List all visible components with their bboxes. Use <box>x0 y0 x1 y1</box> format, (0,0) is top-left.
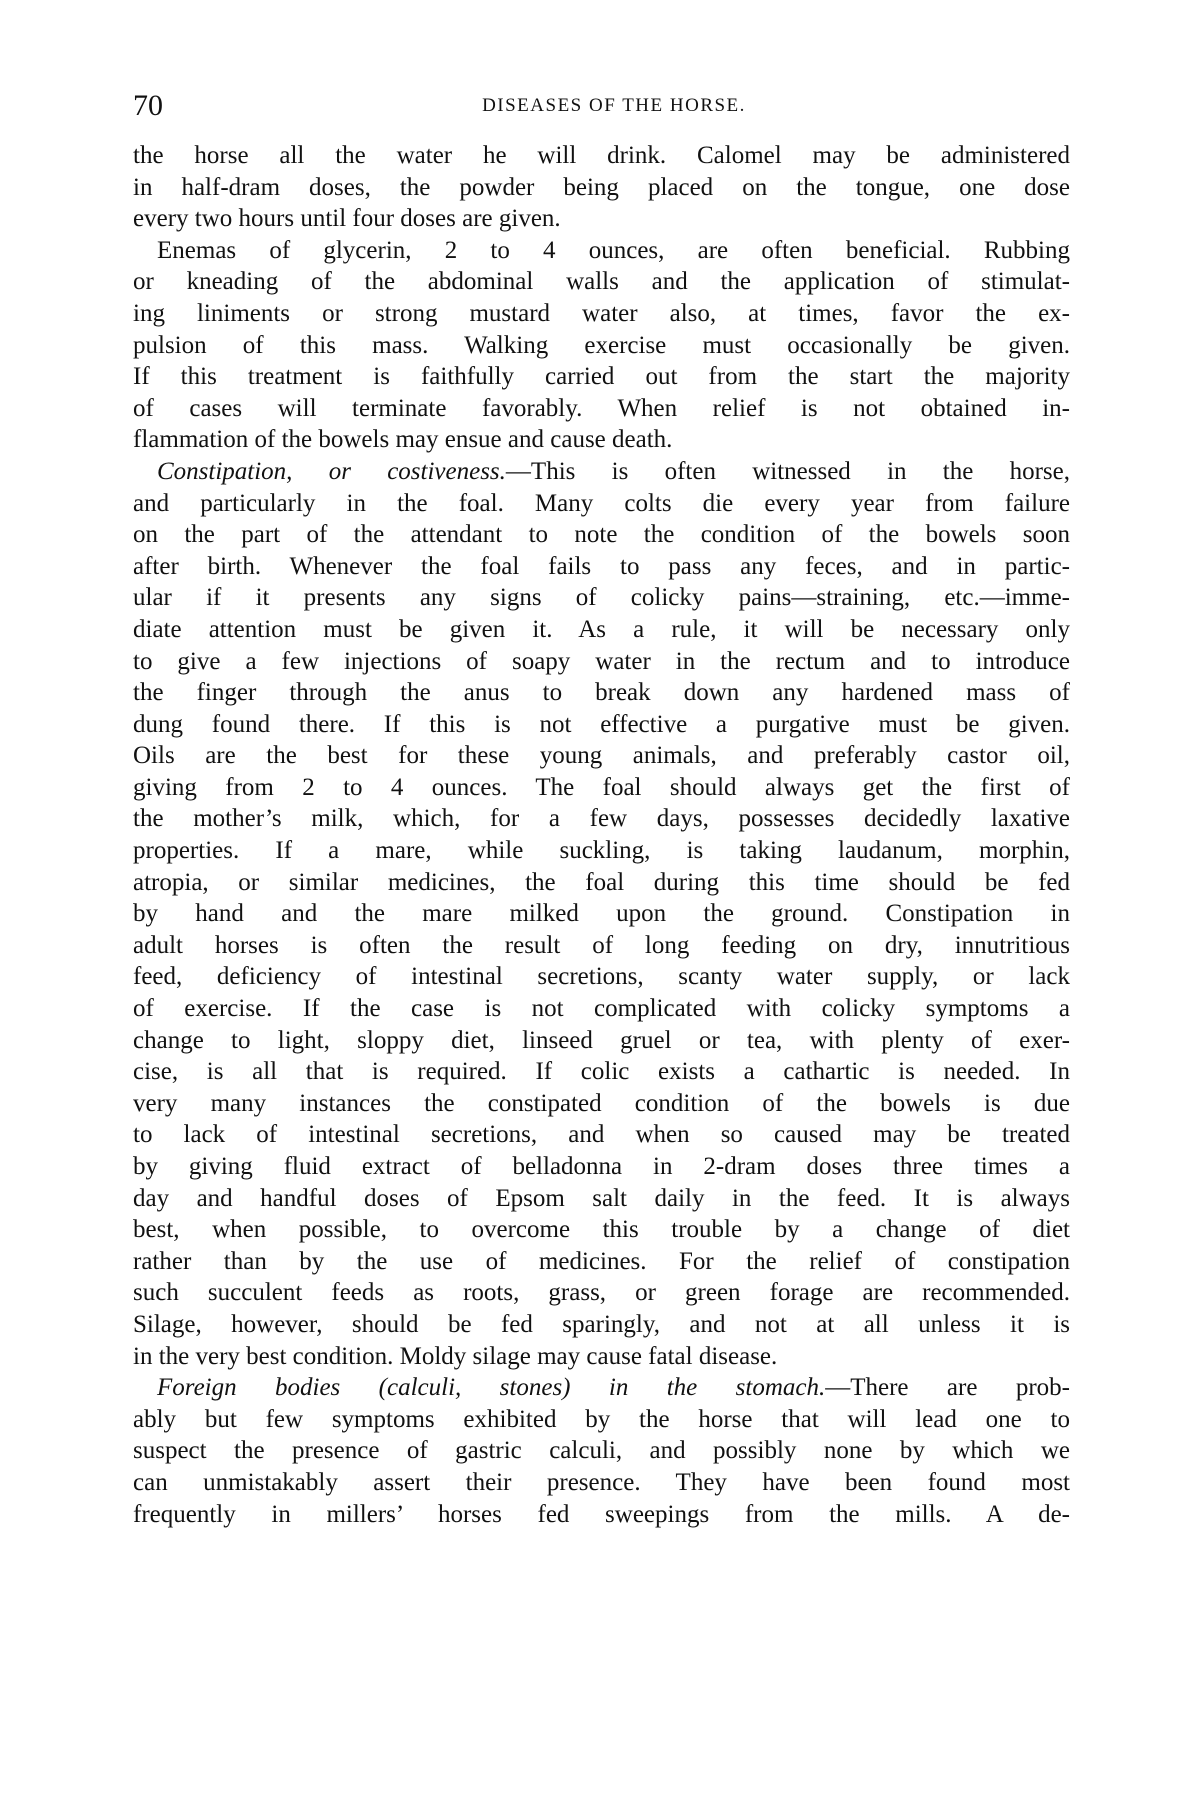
page-number: 70 <box>133 89 163 122</box>
text-line: Oils are the best for these young animals, and preferably castor oil, <box>133 742 1070 770</box>
paragraph-continuation <box>133 140 1070 235</box>
paragraph-foreign-bodies <box>133 1372 1070 1530</box>
text-line: Constipation, or costiveness.—This is often witnessed in the horse, <box>157 457 1070 485</box>
text-line: on the part of the attendant to note the condition of the bowels soon <box>133 521 1070 549</box>
text-line: Silage, however, should be fed sparingly, and not at all unless it is <box>133 1310 1070 1338</box>
text-line: ably but few symptoms exhibited by the horse that will lead one to <box>133 1405 1070 1433</box>
text-line: diate attention must be given it. As a rule, it will be necessary only <box>133 615 1070 643</box>
text-line: frequently in millers’ horses fed sweepings from the mills. A de- <box>133 1500 1070 1528</box>
text-line: such succulent feeds as roots, grass, or green forage are recommended. <box>133 1279 1070 1307</box>
text-line: flammation of the bowels may ensue and cause death. <box>133 426 673 454</box>
text-line: rather than by the use of medicines. For the relief of constipation <box>133 1247 1070 1275</box>
text-line: every two hours until four doses are given. <box>133 205 561 233</box>
text-line: giving from 2 to 4 ounces. The foal should always get the first of <box>133 773 1070 801</box>
paragraph-enemas <box>133 235 1070 456</box>
text-line: If this treatment is faithfully carried out from the start the majority <box>133 363 1070 391</box>
text-line: the mother’s milk, which, for a few days, possesses decidedly laxative <box>133 805 1070 833</box>
paragraph-constipation <box>133 456 1070 1372</box>
text-line: to give a few injections of soapy water in the rectum and to introduce <box>133 647 1070 675</box>
text-line: suspect the presence of gastric calculi, and possibly none by which we <box>133 1437 1070 1465</box>
text-line: the finger through the anus to break down any hardened mass of <box>133 679 1070 707</box>
body-text <box>133 140 1070 1530</box>
section-heading-foreign-bodies: Foreign bodies (calculi, stones) in the stomach. <box>157 1374 826 1402</box>
text-line: day and handful doses of Epsom salt daily in the feed. It is always <box>133 1184 1070 1212</box>
running-head: DISEASES OF THE HORSE. <box>482 95 746 116</box>
text-line: pulsion of this mass. Walking exercise must occasionally be given. <box>133 331 1070 359</box>
text-line: Foreign bodies (calculi, stones) in the stomach.—There are prob- <box>157 1374 1070 1402</box>
text-line: or kneading of the abdominal walls and the application of stimulat- <box>133 268 1070 296</box>
text-line: atropia, or similar medicines, the foal during this time should be fed <box>133 868 1070 896</box>
text-line: to lack of intestinal secretions, and when so caused may be treated <box>133 1121 1070 1149</box>
text-line: and particularly in the foal. Many colts die every year from failure <box>133 489 1070 517</box>
text-line: properties. If a mare, while suckling, is taking laudanum, morphin, <box>133 837 1070 865</box>
text-line: of exercise. If the case is not complicated with colicky symptoms a <box>133 995 1070 1023</box>
text-line: by giving fluid extract of belladonna in 2-dram doses three times a <box>133 1153 1070 1180</box>
text-line: in half-dram doses, the powder being placed on the tongue, one dose <box>133 173 1070 201</box>
text-line: dung found there. If this is not effective a purgative must be given. <box>133 710 1070 738</box>
text-line: of cases will terminate favorably. When relief is not obtained in- <box>133 394 1070 422</box>
text-line: change to light, sloppy diet, linseed gruel or tea, with plenty of exer- <box>133 1026 1070 1054</box>
text-line: ing liniments or strong mustard water also, at times, favor the ex- <box>133 299 1070 327</box>
text-line: feed, deficiency of intestinal secretions, scanty water supply, or lack <box>133 963 1070 991</box>
text-line: can unmistakably assert their presence. They have been found most <box>133 1468 1070 1496</box>
section-heading-constipation: Constipation, or costiveness. <box>157 457 506 485</box>
text-line: the horse all the water he will drink. Calomel may be administered <box>133 142 1070 169</box>
text-line: very many instances the constipated condition of the bowels is due <box>133 1089 1070 1117</box>
text-line: best, when possible, to overcome this trouble by a change of diet <box>133 1216 1070 1244</box>
page-header <box>133 86 1070 126</box>
text-line: adult horses is often the result of long feeding on dry, innutritious <box>133 931 1070 959</box>
text-line: Enemas of glycerin, 2 to 4 ounces, are often beneficial. Rubbing <box>157 236 1070 264</box>
text-line: ular if it presents any signs of colicky pains—straining, etc.—imme- <box>133 584 1070 612</box>
text-line: after birth. Whenever the foal fails to pass any feces, and in partic- <box>133 552 1070 580</box>
text-line: by hand and the mare milked upon the ground. Constipation in <box>133 900 1070 928</box>
text-line: cise, is all that is required. If colic exists a cathartic is needed. In <box>133 1058 1070 1086</box>
text-line: in the very best condition. Moldy silage may cause fatal disease. <box>133 1342 778 1370</box>
